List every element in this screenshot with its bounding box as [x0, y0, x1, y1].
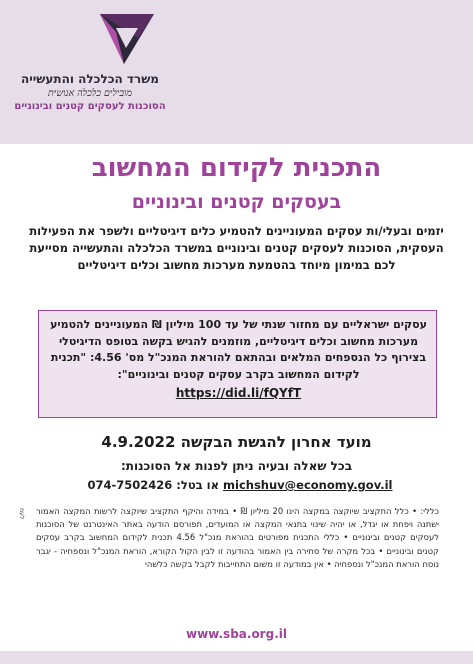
- page-subtitle: בעסקים קטנים ובינוניים: [131, 191, 342, 213]
- header-band: [0, 0, 473, 144]
- contact-phone[interactable]: 074-7502426: [87, 478, 173, 492]
- triangle-logo-icon: [94, 10, 158, 66]
- eligibility-text: עסקים ישראליים עם מחזור שנתי של עד 100 מיליון ₪ המעוניינים להטמיע מערכות מחשוב וכלים דיגיטליים, מוזמנים להגיש בקשה בטופס הדיגיטלי בצירוף כל הנספחים המלאים ובהתאם להוראת המנכ"ל מס' 4.56: "תכנית לקידום המחשוב בקרב עסקים קטנים ובינוניים":: [50, 318, 427, 381]
- side-note: לעמ: [18, 508, 25, 520]
- eligibility-box: [38, 310, 437, 418]
- contact-email-link[interactable]: michshuv@economy.gov.il: [223, 478, 393, 492]
- contact-details: [60, 476, 420, 494]
- ministry-block: [10, 72, 170, 114]
- footer-band: [0, 651, 473, 664]
- application-link[interactable]: https://did.li/fQYfT: [175, 386, 302, 400]
- general-terms: כללי: • כלל התקציב שיוקצה במקצה הינו 20 מיליון ₪ • במידה והיקף התקציב שיוקצה לרשות המקצה האמור ישתנה ויפחת או יגדל, או יהיה שינוי בתנאי המקצה או המועדים, תפורסם הודעה באתר האינטרנט של הסוכנות לעסקים קטנים ובינוניים • כללי התכנית מפורטים בהוראת מנכ"ל 4.56 תכנית לקידום המחשוב בקרב עסקים קטנים ובינוניים • בכל מקרה של סתירה בין האמור בהודעה זו לבין הקול הקורא, הוראת המנכ"ל ונספחיה - יגבר נוסח הוראת המנכ"ל ונספחיה • אין במודעה זו משום התחייבות לקבל בקשה כלשהי: [36, 506, 439, 569]
- agency-name: הסוכנות לעסקים קטנים ובינוניים: [14, 101, 166, 112]
- ministry-slogan: מובילים כלכלה אנושית: [47, 88, 132, 99]
- contact-line: בכל שאלה ובעיה ניתן לפנות אל הסוכנות:: [120, 459, 353, 473]
- page-title: התכנית לקידום המחשוב: [91, 153, 382, 183]
- ministry-name: משרד הכלכלה והתעשייה: [21, 72, 159, 86]
- intro-paragraph: יזמים ובעלי/ות עסקים המעוניינים להטמיע כלים דיגיטליים ולשפר את הפעילות העסקית, הסוכנות לעסקים קטנים ובינוניים במשרד הכלכלה והתעשייה מסייעת לכם במימון מיוחד בהטמעת מערכות מחשוב וכלים דיגיטליים: [29, 224, 444, 272]
- footer-url-link[interactable]: www.sba.org.il: [186, 627, 287, 641]
- deadline-heading: מועד אחרון להגשת הבקשה 4.9.2022: [101, 433, 372, 451]
- contact-or-phone: או בטל:: [176, 478, 219, 492]
